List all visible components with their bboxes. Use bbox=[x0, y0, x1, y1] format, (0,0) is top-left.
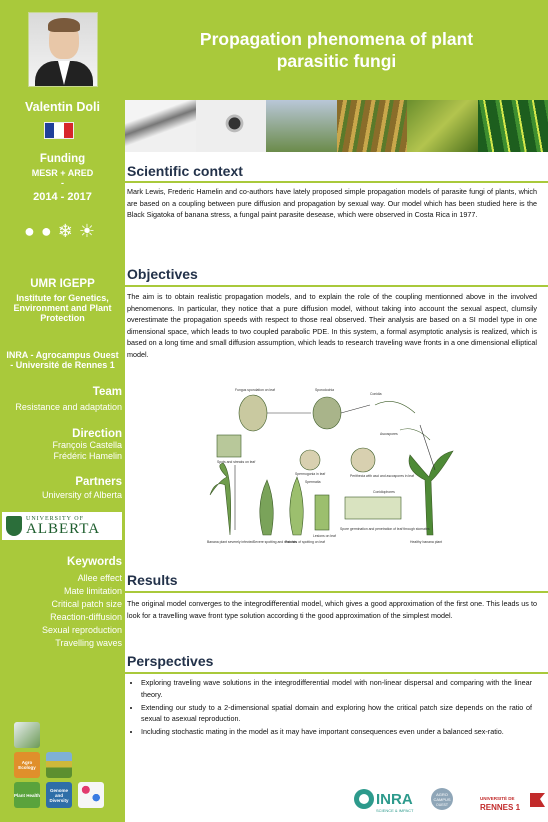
wheat-icon: ❄ bbox=[57, 221, 79, 241]
fig-label-germination: Spore germination and penetration of leaf through stomates bbox=[340, 527, 430, 531]
spore-germination-drawing bbox=[345, 497, 401, 519]
sporodochia-drawing bbox=[313, 397, 341, 429]
fig-label-healthy-plant: Healthy banana plant bbox=[410, 540, 443, 544]
funding-title: Funding bbox=[39, 153, 86, 165]
lab-name: UMR IGEPP bbox=[30, 278, 95, 290]
keyword-2: Mate limitation bbox=[63, 586, 122, 596]
alberta-crest-icon bbox=[6, 516, 22, 536]
agrocampus-line1: AGRO bbox=[436, 792, 448, 797]
university-of-alberta-logo bbox=[2, 512, 122, 540]
poster-title bbox=[125, 28, 548, 72]
conidia-drawing bbox=[375, 401, 415, 413]
fig-label-sporulation: Fungus sporulation on leaf bbox=[235, 388, 275, 392]
theme-icons bbox=[0, 221, 125, 242]
inra-logo-subtext: SCIENCE & IMPACT bbox=[376, 808, 414, 813]
fig-label-conidia: Conidia bbox=[370, 392, 382, 396]
fig-label-ascospores: Ascospores bbox=[380, 432, 398, 436]
author-name: Valentin Doli bbox=[24, 100, 100, 114]
rennes-line2: RENNES 1 bbox=[480, 803, 521, 812]
perspectives-list bbox=[127, 677, 532, 739]
results-rule bbox=[125, 591, 548, 593]
context-text: Mark Lewis, Frederic Hamelin and co-authors have lately proposed simple propagation models of parasite fungi of plants, which are based on a coupling between pure diffusion and propagation by sexual way. Our model which has been studied here is the Black Sigatoka of banana stress, a fungal paint parasite desease, which were observed in Costa Rica in 1977. bbox=[127, 187, 537, 219]
sidebar bbox=[0, 0, 125, 822]
tile-plant-image bbox=[14, 722, 40, 748]
keyword-1: Allee effect bbox=[77, 573, 122, 583]
infected-plant-drawing bbox=[210, 463, 231, 535]
team-title: Team bbox=[92, 386, 122, 398]
perspectives-heading: Perspectives bbox=[127, 653, 214, 669]
funding-years: 2014 - 2017 bbox=[33, 191, 92, 203]
leaf-lesion-image bbox=[478, 100, 548, 152]
ascospores-drawing bbox=[400, 429, 430, 440]
map-image bbox=[125, 100, 196, 152]
inra-logo-hole bbox=[359, 794, 369, 804]
cycle-arrow-2 bbox=[341, 405, 370, 413]
partner-logos bbox=[350, 785, 548, 815]
infected-leaves-image bbox=[337, 100, 408, 152]
cycle-arrow-3 bbox=[420, 425, 435, 470]
fig-label-necrosis: Severe spotting and necrosis bbox=[253, 540, 297, 544]
objectives-text: The aim is to obtain realistic propagation models, and to explain the role of the coupling mentionned above in the involved phenomenons. In particular, they notice that a pure diffusion model, without taking into account the sexual aspect, clumsily overestimate the propagation speeds with respect to those real observed. Their analysis are based on a SI model type in one dimensional space, which leads to two coupled parabolic PDE. In this system, a formal asymptotic analysis is realized, which is based on a long time and small diffusion assumption, which leads to research traveling wave fronts in a one dimensional elliptical model. bbox=[127, 292, 537, 359]
agrocampus-line2: CAMPUS bbox=[433, 797, 451, 802]
keyword-6: Travelling waves bbox=[55, 638, 122, 648]
objectives-heading: Objectives bbox=[127, 266, 198, 282]
funding-source: MESR + ARED bbox=[31, 168, 94, 178]
context-rule bbox=[125, 181, 548, 183]
fig-label-sporodochia: Sporodochia bbox=[315, 388, 335, 392]
lesions-leaf-drawing bbox=[315, 495, 329, 530]
keyword-4: Reaction-diffusion bbox=[50, 612, 122, 622]
inra-logo-text: INRA bbox=[376, 791, 413, 808]
director-2: Frédéric Hamelin bbox=[53, 451, 122, 461]
sun-icon: ☀ bbox=[78, 221, 101, 241]
partner-name: University of Alberta bbox=[41, 490, 122, 500]
fig-label-spermogonia: Spermogonia in leaf bbox=[295, 472, 326, 476]
fig-label-conidiophores: Conidiophores bbox=[373, 490, 395, 494]
perspective-item: • Exploring traveling wave solutions in the integrodifferential model with non-linear dispersal and comparing with the linear theory. bbox=[141, 677, 532, 700]
direction-title: Direction bbox=[72, 428, 122, 440]
author-photo bbox=[28, 12, 98, 87]
keyword-3: Critical patch size bbox=[51, 599, 122, 609]
keywords-title: Keywords bbox=[67, 556, 122, 568]
rennes-line1: UNIVERSITÉ DE bbox=[480, 796, 515, 801]
leaf-closeup-image bbox=[407, 100, 478, 152]
microscopy-image bbox=[196, 100, 267, 152]
tile-chromosome-image bbox=[78, 782, 104, 808]
rennes-logo-icon bbox=[530, 793, 545, 807]
people-icon: ●● bbox=[24, 221, 58, 241]
title-line-1: Propagation phenomena of plant bbox=[199, 29, 474, 49]
fig-label-spots: Spots and streaks on leaf bbox=[217, 460, 256, 464]
spots-leaf-drawing bbox=[217, 435, 241, 457]
partners-title: Partners bbox=[75, 476, 122, 488]
results-text: The original model converges to the integrodifferential model, which gives a good approximation of the first one. This leads us to look for a travelling wave front type solution according ti the good approximation of the simplest model. bbox=[127, 599, 537, 620]
fig-label-patches: Patches of spotting on leaf bbox=[285, 540, 325, 544]
french-flag-icon bbox=[44, 122, 74, 139]
spermogonia-drawing bbox=[300, 450, 320, 470]
healthy-plant-drawing bbox=[409, 451, 453, 535]
tile-agro-ecology: Agro Ecology bbox=[14, 752, 40, 778]
lab-institute: Institute for Genetics, Environment and Plant Protection bbox=[13, 293, 112, 323]
director-1: François Castella bbox=[52, 440, 122, 450]
header-image-strip bbox=[125, 100, 548, 152]
perithecia-drawing bbox=[351, 448, 375, 472]
spotting-leaf-drawing bbox=[290, 477, 303, 535]
tile-field-image bbox=[46, 752, 72, 778]
fig-label-spermatia: Spermatia bbox=[305, 480, 321, 484]
fig-label-infected-plant: Banana plant severely infected bbox=[207, 540, 254, 544]
sporulation-drawing bbox=[239, 395, 267, 431]
perspective-item: • Extending our study to a 2-dimensional spatial domain and exploring how the critical patch size depends on the ratio of sexual to asexual reproduction. bbox=[141, 702, 532, 725]
keyword-5: Sexual reproduction bbox=[41, 625, 122, 635]
disease-cycle-figure bbox=[205, 385, 470, 555]
funding-separator: - bbox=[61, 178, 64, 188]
context-heading: Scientific context bbox=[127, 163, 243, 179]
team-name: Resistance and adaptation bbox=[15, 402, 122, 412]
results-heading: Results bbox=[127, 572, 178, 588]
tile-plant-health: Plant Health bbox=[14, 782, 40, 808]
poster-header bbox=[125, 0, 548, 100]
objectives-rule bbox=[125, 285, 548, 287]
agrocampus-line3: OUEST bbox=[435, 803, 449, 807]
ualberta-line2: ALBERTA bbox=[26, 520, 101, 537]
title-line-2: parasitic fungi bbox=[276, 51, 397, 71]
fig-label-perithecia: Perithecia with asci and ascospores in leaf bbox=[350, 474, 414, 478]
lab-affiliation: INRA - Agrocampus Ouest - Université de Rennes 1 bbox=[6, 350, 119, 370]
banana-field-image bbox=[266, 100, 337, 152]
ualberta-line1: UNIVERSITY OF bbox=[26, 515, 84, 522]
tile-genome-diversity: Genome and Diversity bbox=[46, 782, 72, 808]
necrosis-leaf-drawing bbox=[260, 480, 273, 535]
perspectives-rule bbox=[125, 672, 548, 674]
perspective-item: • Including stochastic mating in the model as it may have important consequences even under a balanced sex-ratio. bbox=[141, 726, 532, 738]
fig-label-lesions: Lesions on leaf bbox=[313, 534, 336, 538]
